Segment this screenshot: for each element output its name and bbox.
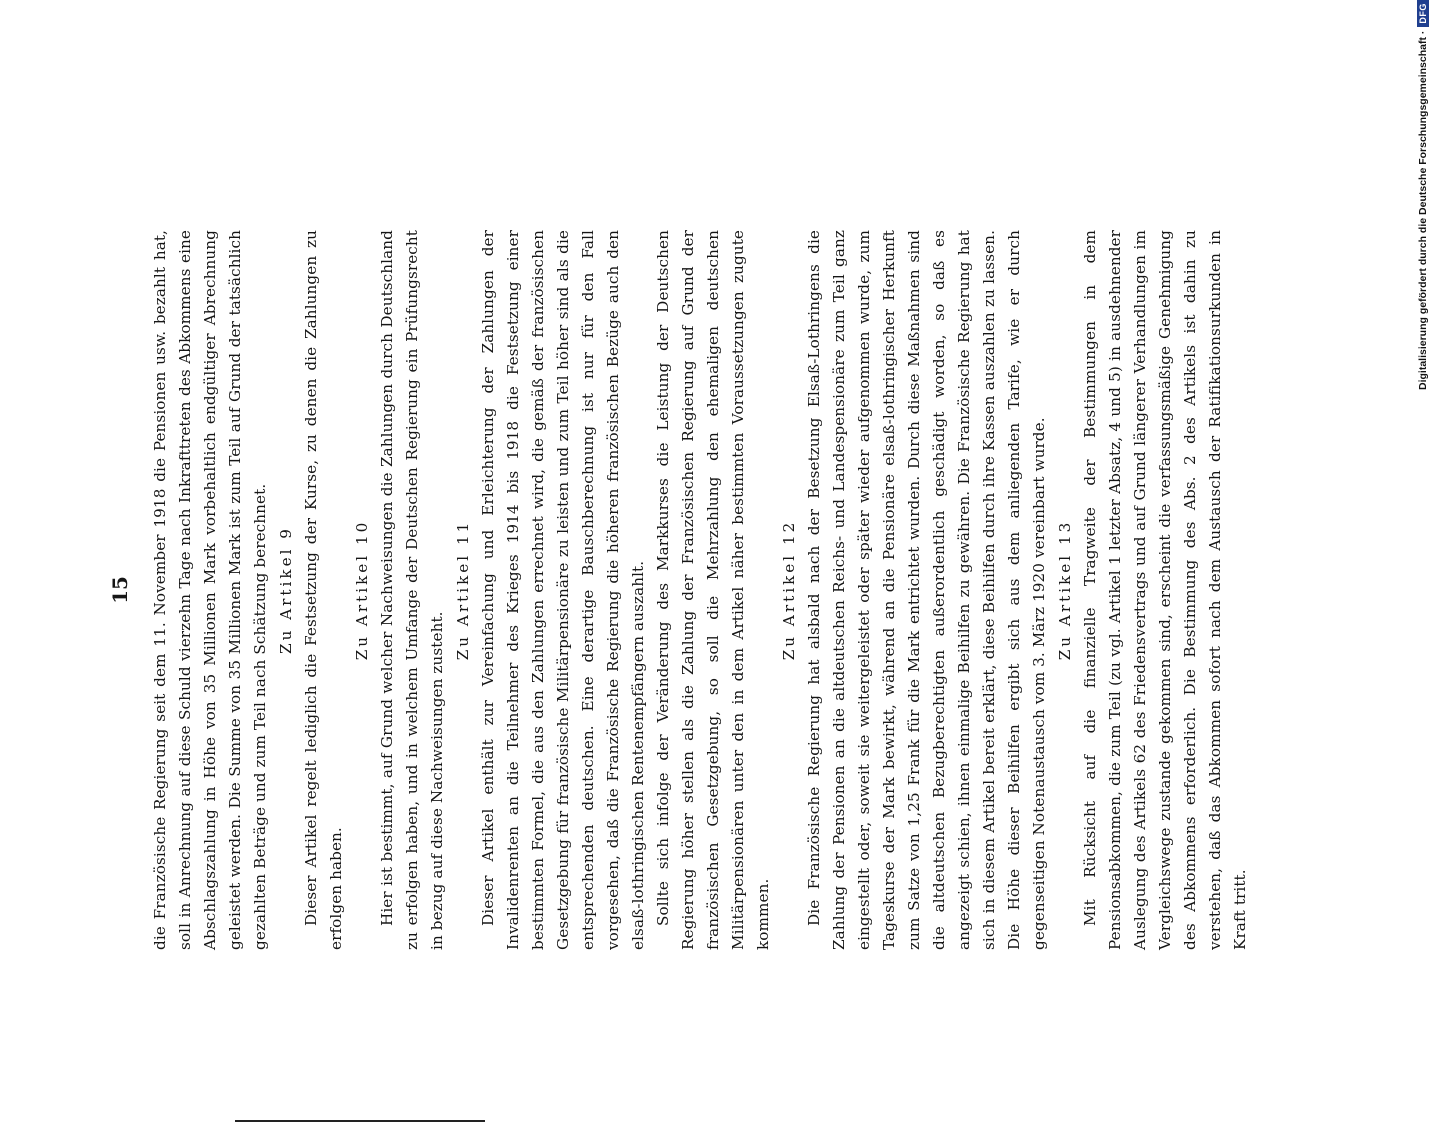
paragraph: Die Französische Regierung hat alsbald nach der Besetzung Elsaß-Lothringens die Zahlung der Pensionen an die altdeutschen Reichs- und Landespensionäre zum Teil ganz eingestellt oder, soweit sie weitergeleistet oder später wieder aufgenommen wurde, zum Tageskurse der Mark bewirkt, während an die Pensionäre elsaß-lothringischer Herkunft zum Satze von 1,25 Frank für die Mark entrichtet wurden. Durch diese Maßnahmen sind die altdeutschen Bezugberechtigten außerordentlich geschädigt worden, so daß es angezeigt schien, ihnen einmalige Beihilfen zu gewähren. Die Französische Regierung hat sich in diesem Artikel bereit erklärt, diese Beihilfen durch ihre Kassen auszahlen zu lassen. Die Höhe dieser Beihilfen ergibt sich aus dem anliegenden Tarife, wie er durch gegenseitigen Notenaustausch vom 3. März 1920 vereinbart wurde. xyxy=(805,230,1048,950)
paragraph: Dieser Artikel enthält zur Vereinfachung und Erleichterung der Zahlungen der Invalidenrenten an die Teilnehmer des Krieges 1914 bis 1918 die Festsetzung einer bestimmten Formel, die aus den Zahlungen errechnet wird, die gemäß der französischen Gesetzgebung für französische Militärpensionäre zu leisten und zum Teil höher sind als die entsprechenden deutschen. Eine derartige Bauschberechnung ist nur für den Fall vorgesehen, daß die Französische Regierung die höheren französischen Bezüge auch den elsaß-lothringischen Rentenempfängern auszahlt. xyxy=(479,230,647,950)
document-body xyxy=(148,230,1253,950)
rotated-page xyxy=(108,120,1249,1120)
article-heading: Zu Artikel 10 xyxy=(353,519,371,661)
digitization-credit xyxy=(1416,3,1430,390)
paragraph: Mit Rücksicht auf die finanzielle Tragweite der Bestimmungen in dem Pensionsabkommen, die zum Teil (zu vgl. Artikel 1 letzter Absatz, 4 und 5) in ausdehnender Auslegung des Artikels 62 des Friedensvertrags und auf Grund längerer Verhandlungen im Vergleichswege zustande gekommen sind, erscheint die verfassungsmäßige Genehmigung des Abkommens erforderlich. Die Bestimmung des Abs. 2 des Artikels ist dahin zu verstehen, daß das Abkommen sofort nach dem Austausch der Ratifikationsurkunden in Kraft tritt. xyxy=(1081,230,1249,950)
paragraph: Hier ist bestimmt, auf Grund welcher Nachweisungen die Zahlungen durch Deutschland zu erfolgen haben, und in welchem Umfange der Deutschen Regierung ein Prüfungsrecht in bezug auf diese Nachweisungen zusteht. xyxy=(378,230,446,950)
article-heading: Zu Artikel 13 xyxy=(1056,519,1074,661)
page-content xyxy=(108,230,1249,950)
credit-text: Digitalisierung gefördert durch die Deutsche Forschungsgemeinschaft · xyxy=(1417,30,1429,390)
article-heading: Zu Artikel 12 xyxy=(780,519,798,661)
page-number: 15 xyxy=(108,576,132,604)
paragraph: Sollte sich infolge der Veränderung des Markkurses die Leistung der Deutschen Regierung höher stellen als die Zahlung der Französischen Regierung auf Grund der französischen Gesetzgebung, so soll die Mehrzahlung den ehemaligen deutschen Militärpensionären unter den in dem Artikel näher bestimmten Voraussetzungen zugute kommen. xyxy=(654,230,772,950)
article-heading: Zu Artikel 9 xyxy=(277,526,295,654)
dfg-logo: DFG xyxy=(1417,0,1429,27)
article-heading: Zu Artikel 11 xyxy=(454,519,472,661)
paragraph: Dieser Artikel regelt lediglich die Festsetzung der Kurse, zu denen die Zahlungen zu erfolgen haben. xyxy=(302,230,345,950)
paragraph: die Französische Regierung seit dem 11. November 1918 die Pensionen usw. bezahlt hat, soll in Anrechnung auf diese Schuld vierzehn Tage nach Inkrafttreten des Abkommens eine Abschlagszahlung in Höhe von 35 Millionen Mark vorbehaltlich endgültiger Abrechnung geleistet werden. Die Summe von 35 Millionen Mark ist zum Teil auf Grund der tatsächlich gezahlten Beträge und zum Teil nach Schätzung berechnet. xyxy=(151,230,269,950)
